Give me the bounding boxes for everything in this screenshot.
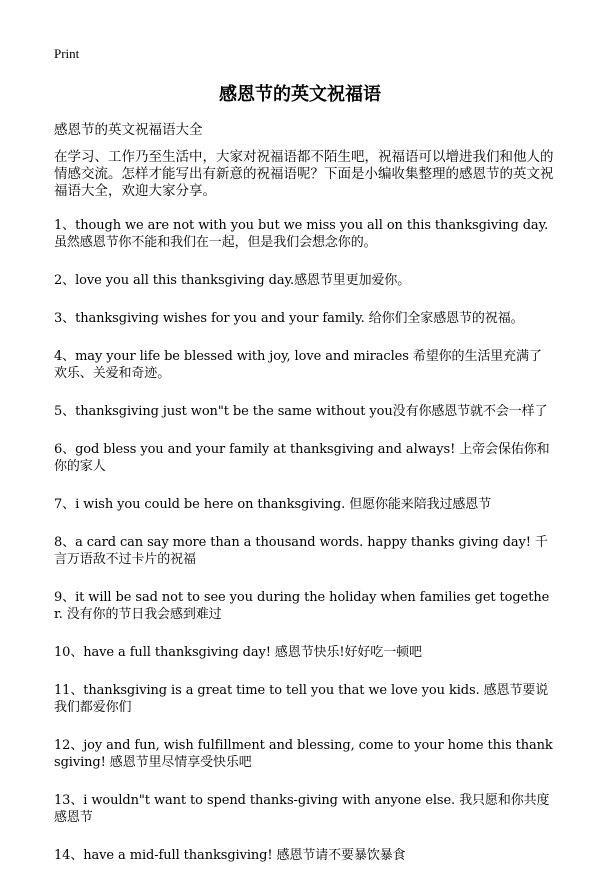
item-text: love you all this thanksgiving day.感恩节里更加爱你。 [75, 273, 411, 288]
list-item [54, 496, 554, 513]
item-text: have a full thanksgiving day! 感恩节快乐!好好吃一顿吧 [83, 645, 422, 660]
print-link[interactable]: Print [54, 46, 80, 61]
list-item [54, 847, 554, 864]
item-number: 5、 [54, 404, 76, 419]
item-number: 14、 [54, 848, 84, 863]
item-text: have a mid-full thanksgiving! 感恩节请不要暴饮暴食 [83, 848, 406, 863]
item-number: 9、 [54, 590, 76, 605]
list-item [54, 682, 554, 716]
item-number: 10、 [54, 645, 84, 660]
item-number: 8、 [54, 535, 76, 550]
item-text: thanksgiving wishes for you and your family. 给你们全家感恩节的祝福。 [75, 311, 524, 326]
item-number: 3、 [54, 311, 76, 326]
item-text: i wish you could be here on thanksgiving. 但愿你能来陪我过感恩节 [75, 497, 492, 512]
item-text: a card can say more than a thousand words. happy thanks giving day! 千言万语敌不过卡片的祝福 [54, 535, 548, 567]
item-text: i wouldn"t want to spend thanks-giving with anyone else. 我只愿和你共度感恩节 [54, 793, 550, 825]
list-item [54, 534, 554, 568]
page-title: 感恩节的英文祝福语 [219, 84, 381, 105]
item-text: god bless you and your family at thanksgiving and always! 上帝会保佑你和你的家人 [54, 442, 550, 474]
item-number: 12、 [54, 738, 84, 753]
list-item [54, 272, 554, 289]
list-item [54, 217, 554, 251]
item-text: thanksgiving just won"t be the same without you没有你感恩节就不会一样了 [75, 404, 548, 419]
list-item [54, 737, 554, 771]
item-number: 7、 [54, 497, 76, 512]
item-text: may your life be blessed with joy, love and miracles 希望你的生活里充满了欢乐、关爱和奇迹。 [54, 349, 542, 381]
list-item [54, 792, 554, 826]
list-item [54, 403, 554, 420]
page-subtitle: 感恩节的英文祝福语大全 [54, 122, 203, 138]
item-text: though we are not with you but we miss you all on this thanksgiving day.虽然感恩节你不能和我们在一起，但是我们会想念你的。 [54, 218, 549, 250]
greeting-list [54, 217, 554, 885]
list-item [54, 441, 554, 475]
item-text: joy and fun, wish fulfillment and blessing, come to your home this thanksgiving! 感恩节里尽情享受快乐吧 [54, 738, 553, 770]
list-item [54, 348, 554, 382]
item-number: 1、 [54, 218, 76, 233]
item-number: 4、 [54, 349, 76, 364]
item-number: 6、 [54, 442, 76, 457]
item-text: it will be sad not to see you during the holiday when families get together. 没有你的节日我会感到难过 [54, 590, 550, 622]
item-number: 13、 [54, 793, 84, 808]
item-text: thanksgiving is a great time to tell you that we love you kids. 感恩节要说我们都爱你们 [54, 683, 549, 715]
intro-paragraph: 在学习、工作乃至生活中，大家对祝福语都不陌生吧，祝福语可以增进我们和他人的情感交流。怎样才能写出有新意的祝福语呢？下面是小编收集整理的感恩节的英文祝福语大全，欢迎大家分享。 [54, 149, 554, 199]
list-item [54, 644, 554, 661]
item-number: 11、 [54, 683, 84, 698]
list-item [54, 310, 554, 327]
item-number: 2、 [54, 273, 76, 288]
list-item [54, 589, 554, 623]
